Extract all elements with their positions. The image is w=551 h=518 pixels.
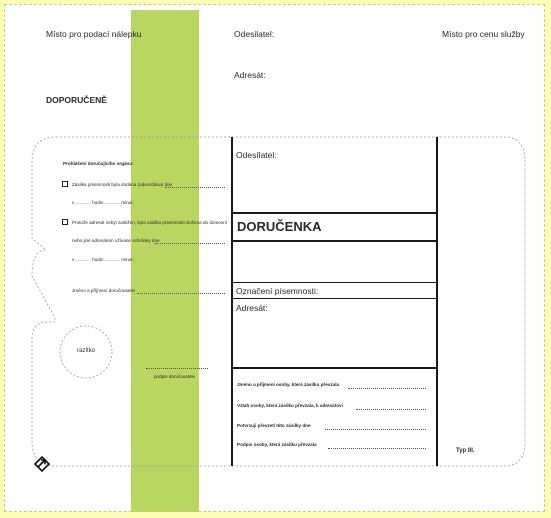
- divider: [231, 240, 438, 242]
- label-place: Místo pro podací nálepku: [46, 29, 142, 39]
- receipt-date-label: Potvrzuji převzetí této zásilky dne: [237, 423, 311, 428]
- dotted-line: [348, 388, 426, 389]
- delivered-checkbox[interactable]: [62, 181, 68, 187]
- dotted-line: [165, 187, 225, 188]
- designation-label: Označení písemnosti:: [236, 286, 319, 296]
- panel-left-border: [231, 137, 233, 466]
- sender-label: Odesílatel:: [236, 150, 277, 160]
- declaration-line2b: nebo jiné adresátem užívané schránky dne: [72, 238, 160, 243]
- declaration-line2c: v ............ hodin ............ minut.: [72, 257, 134, 262]
- receiver-signature-label: Podpis osoby, která zásilku převzala: [237, 442, 317, 447]
- postal-logo-icon: [33, 455, 51, 473]
- declaration-line2a: Protože adresát nebyl zastižen, byla zásilka písemnosti vložena do domovní: [72, 220, 227, 225]
- dotted-line: [328, 448, 426, 449]
- receiver-relation-label: Vztah osoby, která zásilku převzala, k adresátovi: [237, 403, 343, 408]
- registered-label: DOPORUČENĚ: [46, 95, 107, 105]
- mailbox-checkbox[interactable]: [62, 219, 68, 225]
- stamp-label: razítko: [77, 348, 96, 354]
- type-label: Typ III.: [456, 448, 475, 454]
- dotted-line: [155, 243, 225, 244]
- divider: [231, 282, 438, 283]
- courier-name-label: Jméno a příjmení doručovatele: [72, 288, 136, 293]
- declaration-line1: Zásilka písemnosti byla dodána (odevzdána) dne: [72, 182, 173, 187]
- sender-label-top: Odesilatel:: [234, 29, 275, 39]
- dotted-line: [325, 429, 426, 430]
- receiver-name-label: Jméno a příjmení osoby, která zásilku převzala: [237, 382, 340, 387]
- panel-right-border: [436, 137, 438, 466]
- addressee-label-top: Adresát:: [234, 70, 266, 80]
- dotted-line: [356, 409, 426, 410]
- document-title: DORUČENKA: [237, 219, 322, 234]
- divider: [231, 298, 438, 299]
- declaration-line1b: v ............ hodin ............ minut.: [72, 200, 134, 205]
- dotted-line: [146, 368, 208, 369]
- divider: [231, 212, 438, 214]
- dotted-line: [137, 293, 225, 294]
- divider: [231, 367, 438, 369]
- courier-signature-label: podpis doručovatele: [154, 374, 196, 379]
- green-stripe: [131, 10, 199, 512]
- price-place: Místo pro cenu služby: [442, 29, 525, 39]
- declaration-title: Prohlášení doručujícího orgánu:: [63, 161, 134, 166]
- addressee-label: Adresát:: [236, 303, 268, 313]
